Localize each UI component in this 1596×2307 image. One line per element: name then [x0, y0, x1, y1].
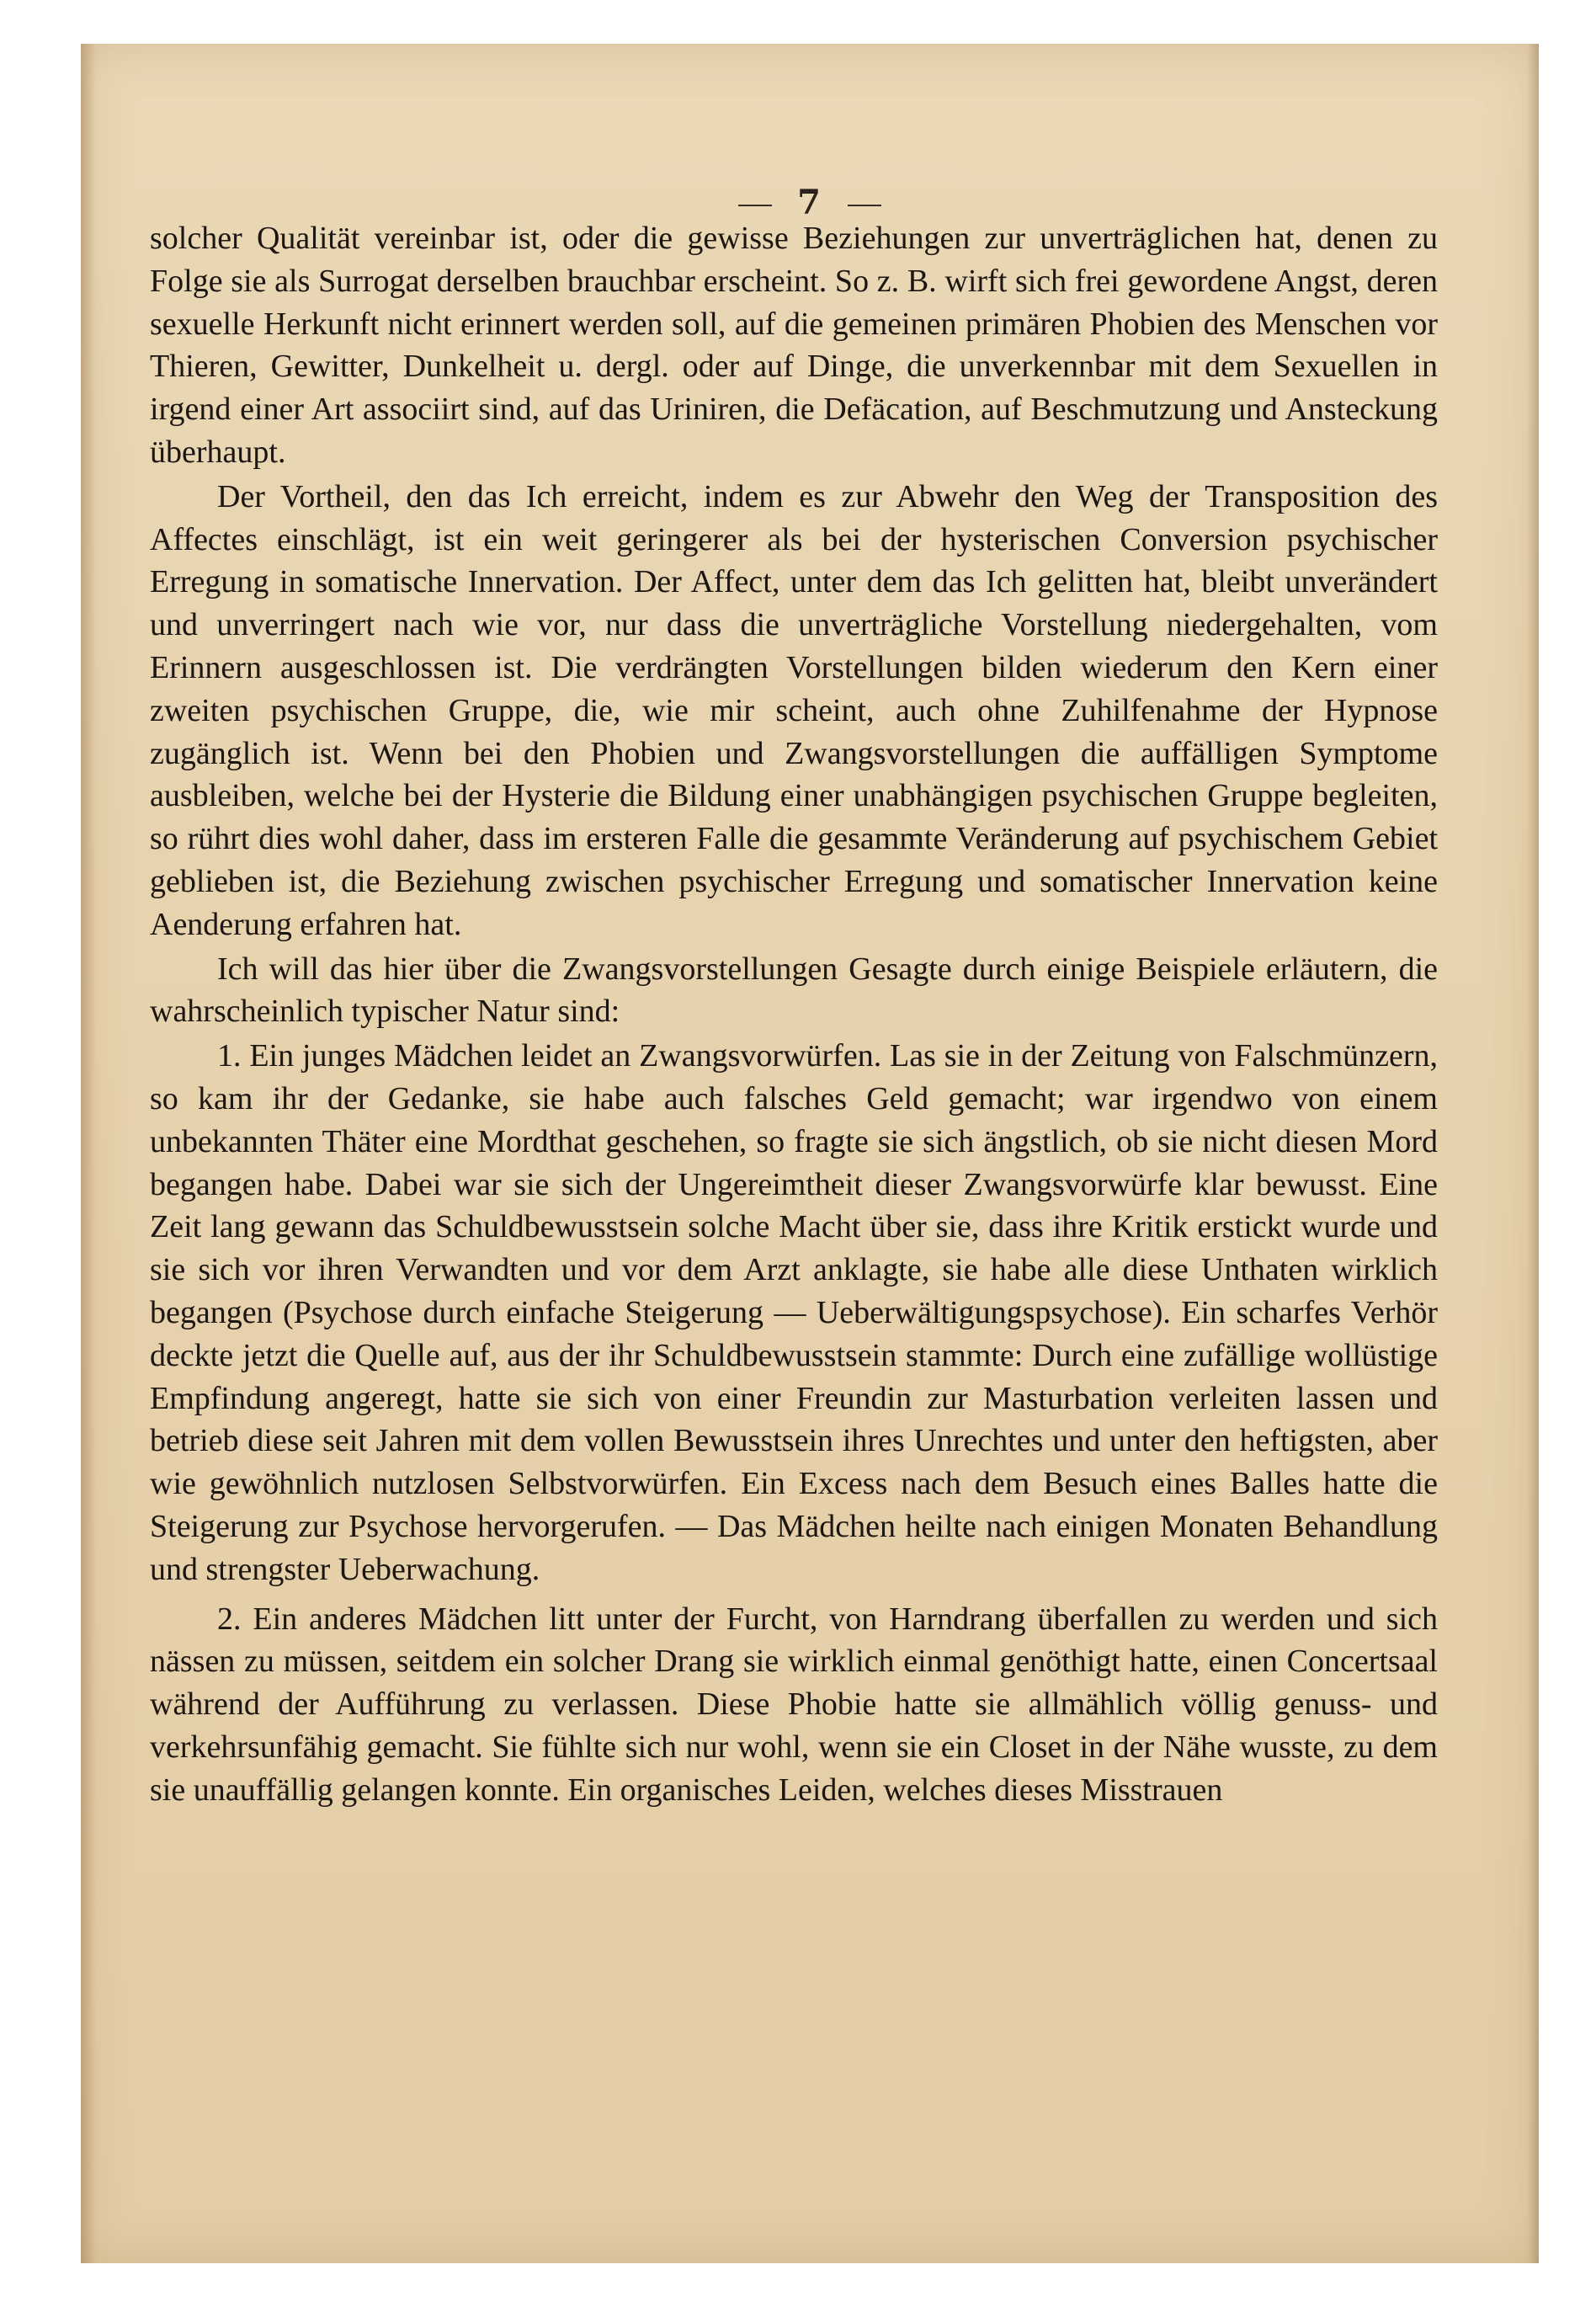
page-number-dash-right [848, 205, 881, 206]
page-number-dash-left [738, 205, 772, 206]
paragraph: 2. Ein anderes Mädchen litt unter der Furcht, von Harndrang überfallen zu werden und sich nässen zu müssen, seitdem ein solcher Drang sie wirklich einmal genöthigt hatte, einen Concertsaal während der Aufführung zu verlassen. Diese Phobie hatte sie allmählich völlig genuss- und verkehrsunfähig gemacht. Sie fühlte sich nur wohl, wenn sie ein Closet in der Nähe wusste, zu dem sie unauffällig gelangen konnte. Ein organisches Leiden, welches dieses Misstrauen [150, 1601, 1438, 1808]
paragraph: Ich will das hier über die Zwangsvorstellungen Gesagte durch einige Beispiele erläutern, die wahrscheinlich typischer Natur sind: [150, 951, 1438, 1030]
paragraph: 1. Ein junges Mädchen leidet an Zwangsvorwürfen. Las sie in der Zeitung von Falschmünzern, so kam ihr der Gedanke, sie habe auch falsches Geld gemacht; war irgendwo von einem unbekannten Thäter eine Mordthat geschehen, so fragte sie sich ängstlich, ob sie nicht diesen Mord begangen habe. Dabei war sie sich der Ungereimtheit dieser Zwangsvorwürfe klar bewusst. Eine Zeit lang gewann das Schuldbewusstsein solche Macht über sie, dass ihre Kritik erstickt wurde und sie sich vor ihren Verwandten und vor dem Arzt anklagte, sie habe alle diese Unthaten wirklich begangen (Psychose durch einfache Steigerung — Ueberwältigungspsychose). Ein scharfes Verhör deckte jetzt die Quelle auf, aus der ihr Schuldbewusstsein stammte: Durch eine zufällige wollüstige Empfindung angeregt, hatte sie sich von einer Freundin zur Masturbation verleiten lassen und betrieb diese seit Jahren mit dem vollen Bewusstsein ihres Unrechtes und unter den heftigsten, aber wie gewöhnlich nutzlosen Selbstvorwürfen. Ein Excess nach dem Besuch eines Balles hatte die Steigerung zur Psychose hervorgerufen. — Das Mädchen heilte nach einigen Monaten Behandlung und strengster Ueberwachung. [150, 1038, 1438, 1587]
page-number-value: 7 [797, 183, 822, 222]
body-text [150, 217, 1438, 1811]
page-number [81, 183, 1539, 222]
paragraph: Der Vortheil, den das Ich erreicht, indem es zur Abwehr den Weg der Transposition des Affectes einschlägt, ist ein weit geringerer als bei der hysterischen Conversion psychischer Erregung in somatische Innervation. Der Affect, unter dem das Ich gelitten hat, bleibt unverändert und unverringert nach wie vor, nur dass die unverträgliche Vorstellung niedergehalten, vom Erinnern ausgeschlossen ist. Die verdrängten Vorstellungen bilden wiederum den Kern einer zweiten psychischen Gruppe, die, wie mir scheint, auch ohne Zuhilfenahme der Hypnose zugänglich ist. Wenn bei den Phobien und Zwangsvorstellungen die auffälligen Symptome ausbleiben, welche bei der Hysterie die Bildung einer unabhängigen psychischen Gruppe begleiten, so rührt dies wohl daher, dass im ersteren Falle die gesammte Veränderung auf psychischem Gebiet geblieben ist, die Beziehung zwischen psychischer Erregung und somatischer Innervation keine Aenderung erfahren hat. [150, 478, 1438, 942]
paragraph: solcher Qualität vereinbar ist, oder die gewisse Beziehungen zur unverträglichen hat, denen zu Folge sie als Surrogat derselben brauchbar erscheint. So z. B. wirft sich frei gewordene Angst, deren sexuelle Herkunft nicht erinnert werden soll, auf die gemeinen primären Phobien des Menschen vor Thieren, Gewitter, Dunkelheit u. dergl. oder auf Dinge, die unverkennbar mit dem Sexuellen in irgend einer Art associirt sind, auf das Uriniren, die Defäcation, auf Beschmutzung und Ansteckung überhaupt. [150, 221, 1438, 470]
